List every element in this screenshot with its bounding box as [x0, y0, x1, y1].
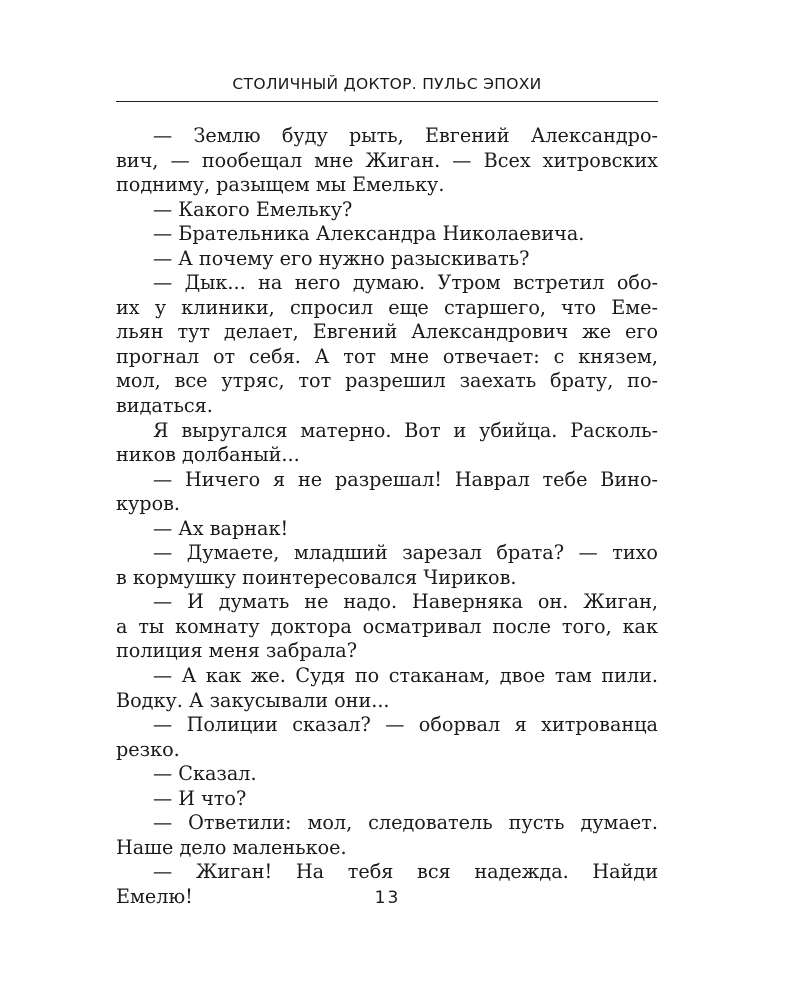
- text-line: — И думать не надо. Наверняка он. Жиган,: [153, 590, 658, 614]
- text-line: ников долбаный...: [116, 443, 300, 467]
- text-line: Наше дело маленькое.: [116, 835, 347, 859]
- text-line: в кормушку поинтересовался Чириков.: [116, 565, 517, 589]
- text-line: куров.: [116, 492, 181, 516]
- text-line: — Сказал.: [153, 762, 257, 786]
- text-line: — И что?: [153, 786, 247, 810]
- text-line: подниму, разыщем мы Емельку.: [116, 173, 445, 197]
- page-body-text: [116, 124, 658, 910]
- text-line: льян тут делает, Евгений Александрович же его: [116, 320, 658, 344]
- text-line: полиция меня забрала?: [116, 639, 358, 663]
- text-line: — Какого Емельку?: [153, 197, 353, 221]
- text-line: Емелю!: [116, 884, 193, 908]
- text-line: их у клиники, спросил еще старшего, что Еме-: [116, 295, 658, 319]
- page-number: 13: [374, 888, 401, 908]
- text-line: — Брательника Александра Николаевича.: [153, 222, 585, 246]
- text-line: мол, все утряс, тот разрешил заехать брату, по-: [116, 369, 658, 393]
- text-line: — Дык... на него думаю. Утром встретил обо-: [153, 271, 658, 295]
- text-line: — А почему его нужно разыскивать?: [153, 246, 530, 270]
- text-line: — Думаете, младший зарезал брата? — тихо: [153, 541, 658, 565]
- text-line: — А как же. Судя по стаканам, двое там пили.: [153, 664, 658, 688]
- running-head-title: СТОЛИЧНЫЙ ДОКТОР. ПУЛЬС ЭПОХИ: [232, 75, 542, 93]
- header-rule: [116, 101, 658, 102]
- text-line: Я выругался матерно. Вот и убийца. Расколь-: [153, 418, 658, 442]
- text-line: — Жиган! На тебя вся надежда. Найди: [153, 860, 658, 884]
- text-line: — Ничего я не разрешал! Наврал тебе Вино-: [153, 467, 658, 491]
- text-line: прогнал от себя. А тот мне отвечает: с князем,: [116, 344, 658, 368]
- text-line: — Ах варнак!: [153, 516, 289, 540]
- text-line: резко.: [116, 737, 180, 761]
- text-line: Водку. А закусывали они...: [116, 688, 390, 712]
- text-line: видаться.: [116, 394, 213, 418]
- text-line: — Землю буду рыть, Евгений Александро-: [153, 124, 658, 147]
- text-line: — Ответили: мол, следователь пусть думает.: [153, 811, 658, 835]
- text-line: — Полиции сказал? — оборвал я хитрованца: [153, 713, 658, 737]
- text-line: вич, — пообещал мне Жиган. — Всех хитровских: [116, 148, 658, 172]
- text-line: а ты комнату доктора осматривал после того, как: [116, 614, 658, 638]
